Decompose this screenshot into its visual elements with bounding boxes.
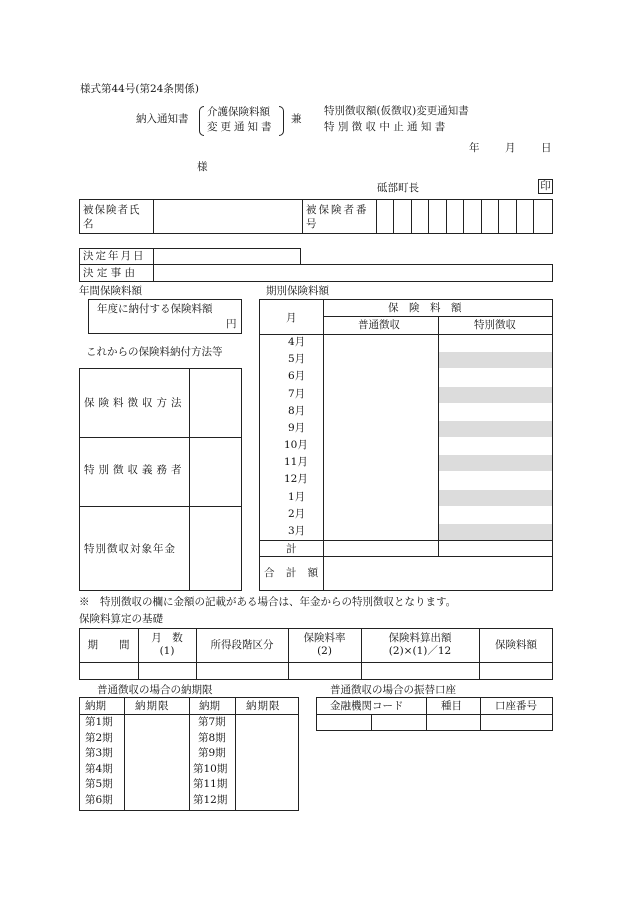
month-label: 11月 (284, 456, 308, 469)
total-label: 合 計 額 (264, 567, 323, 579)
due-period-left: 第5期 (85, 778, 113, 790)
decision-reason-row (79, 264, 553, 282)
special-cell-shade (439, 490, 552, 506)
due-header-4: 納期限 (246, 700, 281, 712)
due-period-right: 第10期 (193, 762, 228, 775)
month-label: 7月 (288, 387, 306, 400)
right-brace (279, 106, 284, 136)
special-cell-shade (439, 352, 552, 368)
form-number: 様式第44号(第24条関係) (80, 83, 199, 95)
decision-reason-label: 決 定 事 由 (83, 267, 136, 279)
bank-header-2: 種目 (441, 700, 462, 712)
decision-date-label: 決定年月日 (83, 250, 146, 262)
due-period-right: 第9期 (198, 747, 226, 759)
month-label: 6月 (288, 370, 306, 383)
special-col-header: 特別徴収 (474, 319, 516, 331)
due-period-right: 第11期 (193, 778, 228, 790)
date-day: 日 (541, 142, 552, 154)
due-header-2: 納期限 (135, 700, 170, 712)
yen-label: 円 (226, 318, 237, 330)
due-title: 普通徴収の場合の納期限 (97, 684, 213, 696)
amount-header: 保 険 料 額 (388, 302, 462, 314)
due-period-left: 第2期 (85, 731, 113, 744)
month-label: 12月 (284, 473, 308, 486)
right-title-line1: 特別徴収額(仮徴収)変更通知書 (324, 105, 469, 117)
special-cell-shade (439, 421, 552, 437)
month-label: 2月 (288, 507, 306, 520)
due-period-left: 第1期 (85, 716, 113, 728)
special-cell-shade (439, 524, 552, 540)
due-header-1: 納期 (85, 700, 106, 712)
normal-col-header: 普通徴収 (358, 319, 400, 331)
due-period-right: 第8期 (198, 731, 226, 744)
sama-label: 様 (197, 161, 208, 173)
annual-section-label: 年間保険料額 (79, 285, 142, 297)
basis-header: 期 間 (87, 639, 130, 651)
bank-header-3: 口座番号 (495, 700, 537, 712)
insured-number-label: 被保険者番号 (306, 204, 369, 231)
due-period-left: 第4期 (85, 762, 113, 775)
special-collection-note: ※ 特別徴収の欄に金額の記載がある場合は、年金からの特別徴収となります。 (79, 596, 457, 608)
month-label: 5月 (288, 353, 306, 366)
periodic-section-label: 期別保険料額 (266, 285, 329, 297)
basis-header: 所得段階区分 (210, 639, 274, 651)
basis-header: 保険料算出額 (2)×(1)／12 (388, 632, 452, 658)
insured-name-label: 被保険者氏名 (83, 204, 141, 231)
left-brace (199, 106, 204, 136)
basis-title: 保険料算定の基礎 (79, 613, 163, 625)
month-col-header: 月 (286, 312, 297, 324)
mayor-label: 砥部町長 (377, 182, 419, 194)
date-year: 年 (469, 142, 480, 154)
bank-title: 普通徴収の場合の振替口座 (330, 684, 456, 696)
due-period-right: 第7期 (198, 716, 226, 728)
month-label: 4月 (288, 336, 306, 348)
annual-pay-label: 年度に納付する保険料額 (97, 303, 213, 315)
month-label: 8月 (288, 404, 306, 417)
special-cell-shade (439, 455, 552, 471)
seal-box (538, 179, 553, 194)
brace-line2: 変更通知書 (207, 121, 275, 133)
due-period-right: 第12期 (193, 793, 228, 806)
method-row-3: 特別徴収対象年金 (84, 543, 176, 555)
month-label: 1月 (288, 490, 306, 503)
due-header-3: 納期 (199, 700, 220, 712)
month-label: 10月 (284, 439, 308, 452)
seal-text: 印 (540, 180, 551, 192)
right-title-line2: 特 別 徴 収 中 止 通 知 書 (324, 121, 446, 133)
basis-header: 月 数 (1) (151, 632, 183, 658)
brace-line1: 介護保険料額 (207, 106, 270, 118)
method-title: これからの保険料納付方法等 (86, 346, 223, 358)
bank-header-1: 金融機関コード (330, 700, 404, 712)
date-month: 月 (505, 142, 516, 154)
month-label: 3月 (288, 524, 306, 537)
basis-header: 保険料額 (495, 639, 537, 651)
basis-divider (196, 628, 197, 680)
due-period-left: 第3期 (85, 747, 113, 759)
basis-header: 保険料率 (2) (303, 632, 346, 658)
subtotal-label: 計 (286, 543, 297, 555)
special-cell-shade (439, 387, 552, 403)
month-label: 9月 (288, 421, 306, 434)
basis-divider (479, 628, 480, 680)
due-period-left: 第6期 (85, 793, 113, 806)
method-row-2: 特別徴収義務者 (84, 464, 186, 476)
ken-label: 兼 (291, 113, 302, 125)
method-row-1: 保険料徴収方法 (84, 397, 186, 409)
notice-prefix: 納入通知書 (136, 113, 189, 125)
